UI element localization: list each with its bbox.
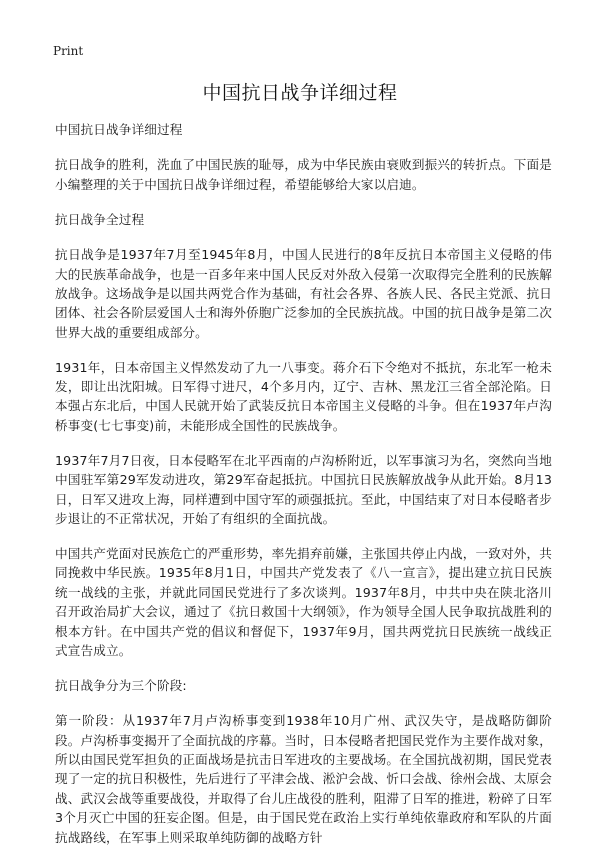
article-subheading: 中国抗日战争详细过程 <box>55 122 183 137</box>
paragraph-ccp: 中国共产党面对民族危亡的严重形势，率先捐弃前嫌，主张国共停止内战，一致对外，共同挽救中华民族。1935年8月1日，中国共产党发表了《八一宣言》，提出建立抗日民族统一战线的主张，并就此同国民党进行了多次谈判。1937年8月，中共中央在陕北洛川召开政治局扩大会议，通过了《抗日救国十大纲领》，作为领导全国人民争取抗战胜利的根本方针。在中国共产党的倡议和督促下，1937年9月，国共两党抗日民族统一战线正式宣告成立。 <box>55 545 553 658</box>
print-link[interactable]: Print <box>53 44 84 58</box>
paragraph-1931: 1931年，日本帝国主义悍然发动了九一八事变。蒋介石下令绝对不抵抗，东北军一枪未发，即让出沈阳城。日军得寸进尺，4个多月内，辽宁、吉林、黑龙江三省全部沦陷。日本强占东北后，中国人民就开始了武装反抗日本帝国主义侵略的斗争。但在1937年卢沟桥事变(七七事变)前，未能形成全国性的民族战争。 <box>55 359 552 433</box>
paragraph-overview: 抗日战争是1937年7月至1945年8月，中国人民进行的8年反抗日本帝国主义侵略的伟大的民族革命战争，也是一百多年来中国人民反对外敌入侵第一次取得完全胜利的民族解放战争。这场战争是以国共两党合作为基础，有社会各界、各族人民、各民主党派、抗日团体、社会各阶层爱国人士和海外侨胞广泛参加的全民族抗战。中国的抗日战争是第二次世界大战的重要组成部分。 <box>55 247 553 340</box>
article-body <box>55 120 552 863</box>
section-heading-overview: 抗日战争全过程 <box>55 211 145 227</box>
intro-paragraph: 抗日战争的胜利，洗血了中国民族的耻辱，成为中华民族由衰败到振兴的转折点。下面是小编整理的关于中国抗日战争详细过程，希望能够给大家以启迪。 <box>55 157 553 192</box>
page-title: 中国抗日战争详细过程 <box>202 82 398 104</box>
paragraph-1937: 1937年7月7日夜，日本侵略军在北平西南的卢沟桥附近，以军事演习为名，突然向当地中国驻军第29军发动进攻，第29军奋起抵抗。中国抗日民族解放战争从此开始。8月13日，日军又进攻上海，同样遭到中国守军的顽强抵抗。至此，中国结束了对日本侵略者步步退让的不正常状况，开始了有组织的全面抗战。 <box>55 452 553 526</box>
paragraph-stage-one: 第一阶段：从1937年7月卢沟桥事变到1938年10月广州、武汉失守，是战略防御阶段。卢沟桥事变揭开了全面抗战的序幕。当时，日本侵略者把国民党作为主要作战对象，所以由国民党军担负的正面战场是抗击日军进攻的主要战场。在全国抗战初期，国民党表现了一定的抗日积极性，先后进行了平津会战、淞沪会战、忻口会战、徐州会战、太原会战、武汉会战等重要战役，并取得了台儿庄战役的胜利，阻滞了日军的推进，粉碎了日军3个月灭亡中国的狂妄企图。但是，由于国民党在政治上实行单纯依靠政府和军队的片面抗战路线，在军事上则采取单纯防御的战略方针 <box>55 713 553 845</box>
section-heading-stages: 抗日战争分为三个阶段: <box>55 677 187 693</box>
